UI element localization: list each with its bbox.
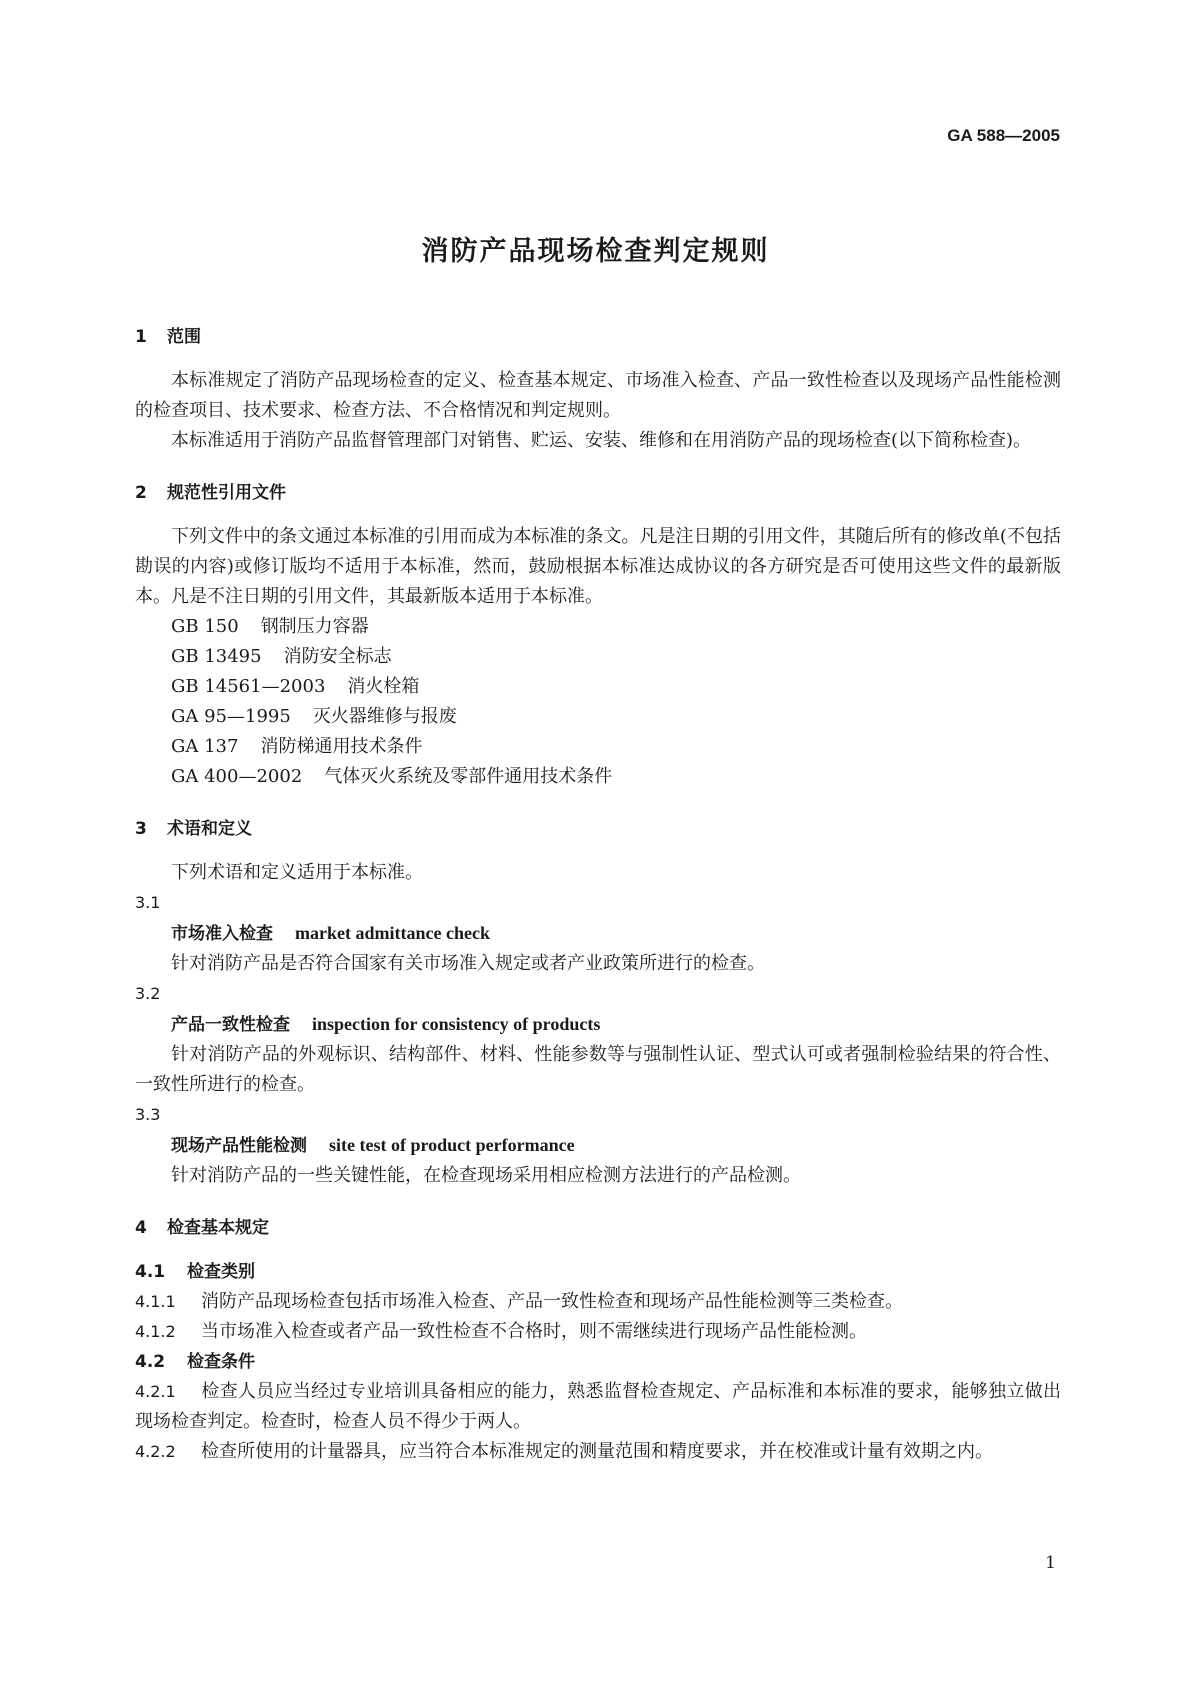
section-heading: 4 检查基本规定 [135, 1218, 269, 1238]
term-name: 产品一致性检查 inspection for consistency of products [171, 1014, 601, 1035]
section-heading: 3 术语和定义 [135, 819, 252, 839]
clause: 4.1.2 当市场准入检查或者产品一致性检查不合格时，则不需继续进行现场产品性能检测。 [135, 1321, 867, 1342]
clause: 4.1.1 消防产品现场检查包括市场准入检查、产品一致性检查和现场产品性能检测等三类检查。 [135, 1291, 903, 1312]
reference-item: GA 137 消防梯通用技术条件 [171, 736, 423, 757]
clause: 4.2.1 检查人员应当经过专业培训具备相应的能力，熟悉监督检查规定、产品标准和本标准的要求，能够独立做出现场检查判定。检查时，检查人员不得少于两人。 [135, 1381, 1061, 1432]
section-heading: 1 范围 [135, 327, 201, 347]
term-name: 市场准入检查 market admittance check [171, 923, 490, 944]
document-title: 消防产品现场检查判定规则 [421, 236, 770, 267]
term-number: 3.2 [135, 984, 161, 1003]
term-name: 现场产品性能检测 site test of product performance [171, 1135, 575, 1156]
subsection-heading: 4.1 检查类别 [135, 1262, 255, 1282]
paragraph: 下列文件中的条文通过本标准的引用而成为本标准的条文。凡是注日期的引用文件，其随后所有的修改单(不包括勘误的内容)或修订版均不适用于本标准，然而，鼓励根据本标准达成协议的各方研究是否可使用这些文件的最新版本。凡是不注日期的引用文件，其最新版本适用于本标准。 [135, 526, 1061, 607]
page-number: 1 [1045, 1553, 1056, 1573]
term-number: 3.1 [135, 893, 161, 912]
term-number: 3.3 [135, 1105, 161, 1124]
paragraph: 本标准规定了消防产品现场检查的定义、检查基本规定、市场准入检查、产品一致性检查以及现场产品性能检测的检查项目、技术要求、检查方法、不合格情况和判定规则。 [135, 370, 1061, 421]
standard-code: GA 588—2005 [947, 126, 1060, 145]
reference-item: GA 95—1995 灭火器维修与报废 [171, 706, 457, 727]
paragraph: 本标准适用于消防产品监督管理部门对销售、贮运、安装、维修和在用消防产品的现场检查(以下简称检查)。 [171, 430, 1032, 451]
reference-item: GA 400—2002 气体灭火系统及零部件通用技术条件 [171, 766, 613, 787]
section-heading: 2 规范性引用文件 [135, 483, 286, 503]
reference-item: GB 150 钢制压力容器 [171, 616, 369, 637]
clause: 4.2.2 检查所使用的计量器具，应当符合本标准规定的测量范围和精度要求，并在校准或计量有效期之内。 [135, 1441, 993, 1462]
term-definition: 针对消防产品的外观标识、结构部件、材料、性能参数等与强制性认证、型式认可或者强制检验结果的符合性、一致性所进行的检查。 [135, 1044, 1061, 1095]
subsection-heading: 4.2 检查条件 [135, 1352, 255, 1372]
document-body [135, 322, 1061, 1467]
term-definition: 针对消防产品的一些关键性能，在检查现场采用相应检测方法进行的产品检测。 [171, 1165, 801, 1186]
reference-item: GB 13495 消防安全标志 [171, 646, 392, 667]
paragraph: 下列术语和定义适用于本标准。 [171, 862, 423, 883]
reference-item: GB 14561—2003 消火栓箱 [171, 676, 420, 697]
term-definition: 针对消防产品是否符合国家有关市场准入规定或者产业政策所进行的检查。 [171, 953, 765, 974]
